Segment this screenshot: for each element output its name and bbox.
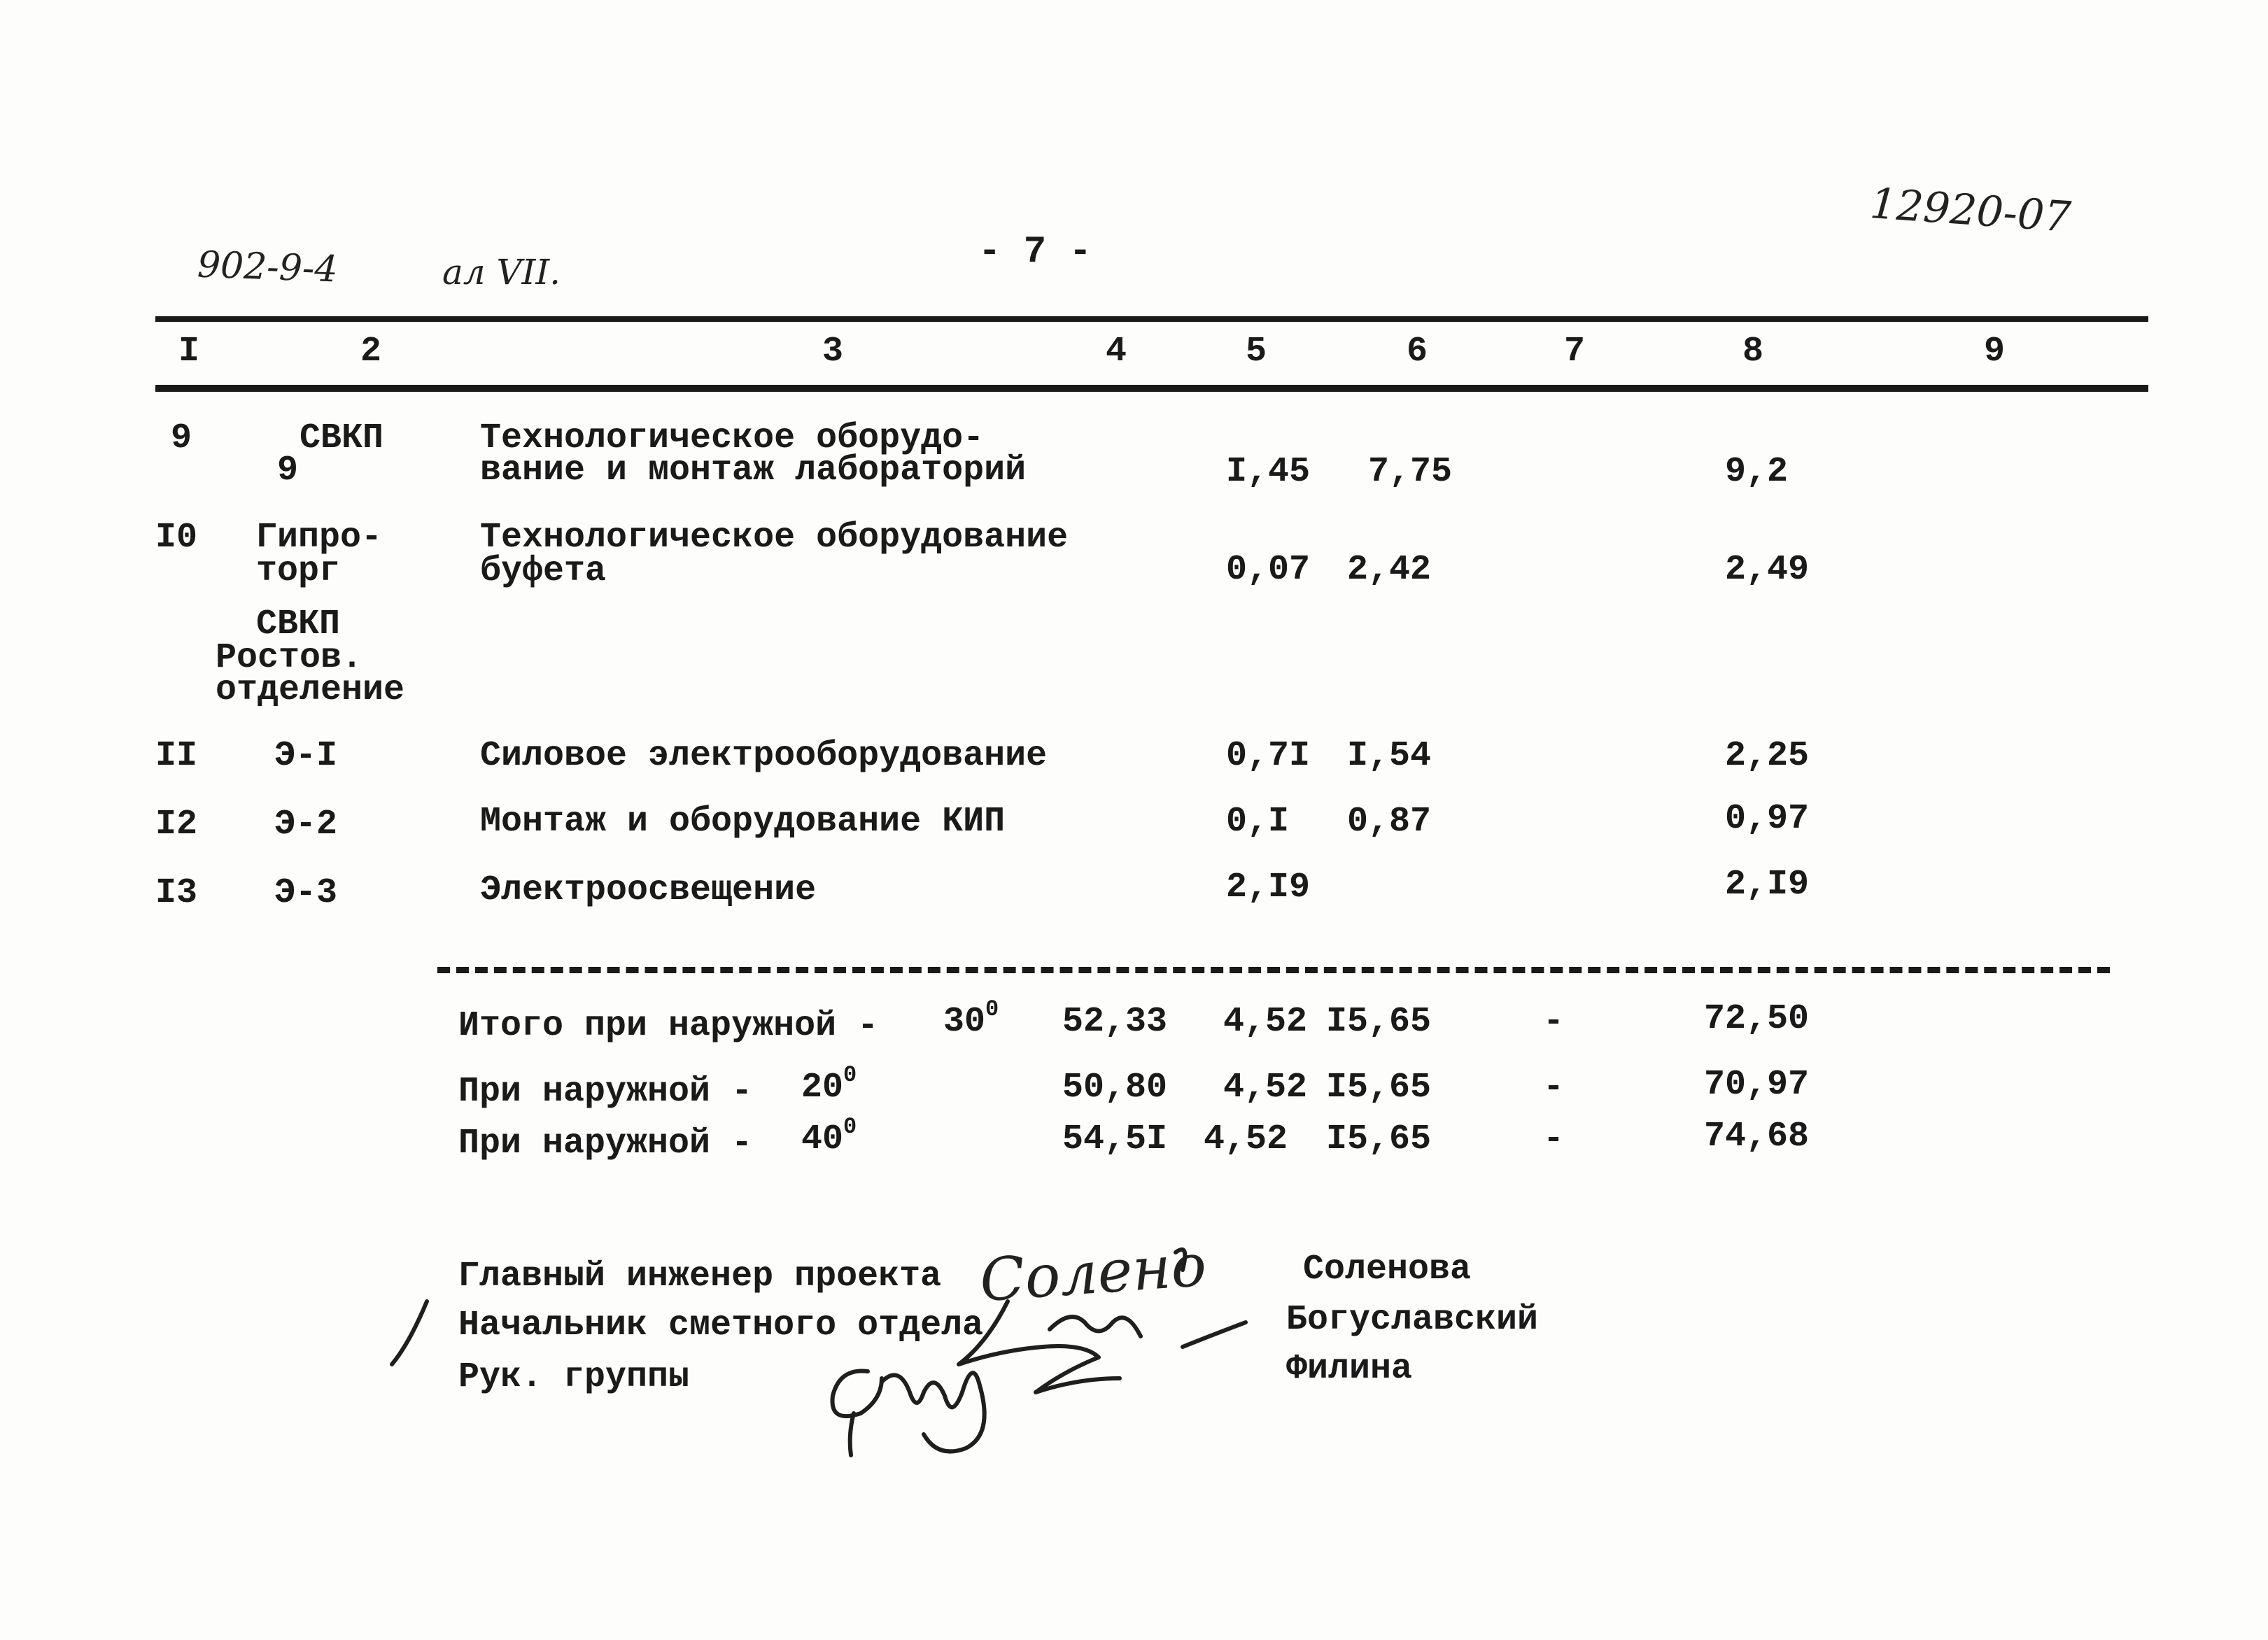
column-header: 7 xyxy=(1563,332,1585,372)
cell-col4: 50,80 xyxy=(1062,1068,1168,1108)
degree-sign: 0 xyxy=(843,1114,857,1140)
cell-col6: 7,75 xyxy=(1368,452,1453,492)
handwritten-signatures-drawing xyxy=(378,1203,1288,1469)
column-header: 2 xyxy=(360,332,381,372)
chief-engineer-signature: Солено xyxy=(977,1230,1209,1315)
cell-col8: 9,2 xyxy=(1725,452,1789,492)
archive-number: 12920-07 xyxy=(1868,179,2073,242)
album-number: ал VII. xyxy=(442,252,561,292)
signature-name: Соленова xyxy=(1303,1250,1472,1289)
outdoor-temperature xyxy=(801,1062,857,1108)
cell-col8: 2,25 xyxy=(1725,736,1810,776)
section-code: СВКП xyxy=(256,605,341,644)
outdoor-temperature xyxy=(943,996,999,1042)
row-number: 9 xyxy=(171,418,192,458)
signature-name: Богуславский xyxy=(1286,1300,1539,1340)
temperature-value: 40 xyxy=(801,1119,844,1159)
cell-col5: 0,7I xyxy=(1226,736,1311,776)
section-code: Ростов. xyxy=(216,638,363,678)
column-header: 5 xyxy=(1245,332,1267,372)
signature-name: Филина xyxy=(1286,1349,1413,1389)
section-code: СВКП xyxy=(300,418,384,458)
cell-col7: - xyxy=(1543,1119,1565,1159)
cell-col8: 72,50 xyxy=(1704,999,1810,1039)
totals-separator xyxy=(437,967,2110,973)
table-header-rule xyxy=(155,385,2148,392)
section-code: Э-2 xyxy=(274,805,338,844)
row-number: I2 xyxy=(155,805,198,844)
degree-sign: 0 xyxy=(985,996,999,1022)
column-header: 8 xyxy=(1742,332,1763,372)
column-header: 6 xyxy=(1406,332,1428,372)
cell-col6: I,54 xyxy=(1347,736,1432,776)
temperature-value: 30 xyxy=(943,1002,986,1042)
section-code: Э-3 xyxy=(274,873,338,913)
totals-label: Итого при наружной - xyxy=(458,1006,879,1046)
row-description: Технологическое оборудование xyxy=(480,518,1069,558)
section-code: Э-I xyxy=(274,736,338,776)
outdoor-temperature xyxy=(801,1114,857,1159)
cell-col5: 4,52 xyxy=(1223,1068,1308,1108)
section-code: отделение xyxy=(216,670,405,710)
cell-col5: 0,07 xyxy=(1226,550,1311,590)
cell-col6: I5,65 xyxy=(1326,1002,1432,1042)
column-header: 3 xyxy=(822,332,843,372)
table-top-rule xyxy=(155,316,2148,322)
cell-col7: - xyxy=(1543,1068,1565,1108)
cell-col5: I,45 xyxy=(1226,452,1311,492)
cell-col7: - xyxy=(1543,1002,1565,1042)
row-description: Монтаж и оборудование КИП xyxy=(480,802,1006,842)
column-header: 9 xyxy=(1983,332,2005,372)
cell-col8: 74,68 xyxy=(1704,1117,1810,1157)
degree-sign: 0 xyxy=(843,1062,857,1088)
cell-col8: 2,49 xyxy=(1725,550,1810,590)
temperature-value: 20 xyxy=(801,1068,844,1108)
cell-col4: 52,33 xyxy=(1062,1002,1168,1042)
row-description: Технологическое оборудо- xyxy=(480,418,985,458)
totals-label: При наружной - xyxy=(458,1124,753,1164)
cell-col6: 2,42 xyxy=(1347,550,1432,590)
signature-title: Начальник сметного отдела xyxy=(458,1306,984,1345)
row-description: Электроосвещение xyxy=(480,870,817,910)
cell-col5: 4,52 xyxy=(1223,1002,1308,1042)
column-header: 4 xyxy=(1105,332,1127,372)
cell-col6: I5,65 xyxy=(1326,1119,1432,1159)
totals-label: При наружной - xyxy=(458,1072,753,1112)
cell-col6: 0,87 xyxy=(1347,802,1432,842)
cell-col8: 70,97 xyxy=(1704,1065,1810,1105)
section-code: торг xyxy=(256,551,341,591)
cell-col8: 0,97 xyxy=(1725,799,1810,839)
cell-col4: 54,5I xyxy=(1062,1119,1168,1159)
signature-title: Рук. группы xyxy=(458,1357,690,1397)
cell-col5: 2,I9 xyxy=(1226,868,1311,907)
row-number: II xyxy=(155,736,198,776)
row-description: Силовое электрооборудование xyxy=(480,736,1048,776)
doc-code: 902-9-4 xyxy=(197,243,339,291)
cell-col8: 2,I9 xyxy=(1725,865,1810,905)
row-description: буфета xyxy=(480,551,607,591)
signature-title: Главный инженер проекта xyxy=(458,1257,942,1296)
cell-col5: 4,52 xyxy=(1204,1119,1288,1159)
section-code: 9 xyxy=(277,451,299,490)
row-description: вание и монтаж лабораторий xyxy=(480,451,1027,490)
cell-col6: I5,65 xyxy=(1326,1068,1432,1108)
row-number: I0 xyxy=(155,518,198,558)
cell-col5: 0,I xyxy=(1226,802,1290,842)
row-number: I3 xyxy=(155,873,198,913)
section-code: Гипро- xyxy=(256,518,383,558)
page-number: - 7 - xyxy=(978,231,1092,274)
column-header: I xyxy=(178,332,199,372)
